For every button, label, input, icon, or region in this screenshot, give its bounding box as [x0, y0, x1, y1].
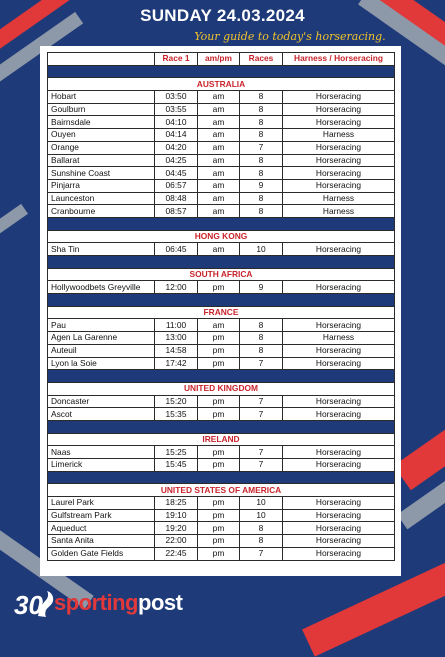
venue-cell: Agen La Garenne: [48, 332, 155, 345]
race-type-cell: Horseracing: [283, 522, 395, 535]
country-name: UNITED STATES OF AMERICA: [48, 484, 395, 497]
races-count-cell: 9: [240, 281, 283, 294]
ampm-cell: am: [198, 179, 240, 192]
venue-cell: Auteuil: [48, 344, 155, 357]
ampm-cell: pm: [198, 497, 240, 510]
venue-cell: Golden Gate Fields: [48, 547, 155, 560]
sportingpost-logo: [14, 588, 224, 622]
races-count-cell: 8: [240, 129, 283, 142]
country-header-row: [48, 268, 395, 281]
races-count-cell: 8: [240, 167, 283, 180]
race1-time-cell: 22:45: [155, 547, 198, 560]
country-name: FRANCE: [48, 306, 395, 319]
races-count-cell: 8: [240, 103, 283, 116]
venue-cell: Launceston: [48, 192, 155, 205]
country-header-row: [48, 484, 395, 497]
section-divider: [48, 65, 395, 78]
races-count-cell: 7: [240, 547, 283, 560]
table-row: [48, 179, 395, 192]
race1-time-cell: 04:14: [155, 129, 198, 142]
section-divider: [48, 217, 395, 230]
races-count-cell: 8: [240, 91, 283, 104]
race-type-cell: Horseracing: [283, 141, 395, 154]
section-divider: [48, 294, 395, 307]
table-row: [48, 103, 395, 116]
races-count-cell: 8: [240, 154, 283, 167]
race-card-sheet: [40, 46, 401, 576]
race1-time-cell: 03:50: [155, 91, 198, 104]
race1-time-cell: 15:20: [155, 395, 198, 408]
section-divider: [48, 256, 395, 269]
races-count-cell: 7: [240, 141, 283, 154]
races-count-cell: 8: [240, 522, 283, 535]
ampm-cell: am: [198, 319, 240, 332]
race-type-cell: Horseracing: [283, 91, 395, 104]
ampm-cell: am: [198, 154, 240, 167]
race1-time-cell: 06:57: [155, 179, 198, 192]
ampm-cell: pm: [198, 535, 240, 548]
venue-cell: Sunshine Coast: [48, 167, 155, 180]
ampm-cell: pm: [198, 332, 240, 345]
races-count-cell: 7: [240, 446, 283, 459]
table-row: [48, 129, 395, 142]
section-divider: [48, 420, 395, 433]
venue-cell: Sha Tin: [48, 243, 155, 256]
races-count-cell: 7: [240, 459, 283, 472]
country-header-row: [48, 433, 395, 446]
ampm-cell: pm: [198, 509, 240, 522]
race1-time-cell: 15:45: [155, 459, 198, 472]
ampm-cell: am: [198, 91, 240, 104]
race1-time-cell: 17:42: [155, 357, 198, 370]
venue-cell: Doncaster: [48, 395, 155, 408]
table-row: [48, 535, 395, 548]
race1-time-cell: 04:25: [155, 154, 198, 167]
venue-cell: Cranbourne: [48, 205, 155, 218]
table-row: [48, 91, 395, 104]
race1-time-cell: 04:45: [155, 167, 198, 180]
race1-time-cell: 15:25: [155, 446, 198, 459]
ampm-cell: am: [198, 129, 240, 142]
venue-cell: Hobart: [48, 91, 155, 104]
races-count-cell: 7: [240, 357, 283, 370]
venue-cell: Bairnsdale: [48, 116, 155, 129]
race1-time-cell: 22:00: [155, 535, 198, 548]
race-type-cell: Horseracing: [283, 357, 395, 370]
logo-wordmark: sportingpost: [54, 590, 183, 615]
race-type-cell: Horseracing: [283, 243, 395, 256]
venue-cell: Ballarat: [48, 154, 155, 167]
ampm-cell: pm: [198, 522, 240, 535]
section-divider: [48, 370, 395, 383]
ampm-cell: am: [198, 243, 240, 256]
races-count-cell: 7: [240, 395, 283, 408]
races-count-cell: 8: [240, 116, 283, 129]
ampm-cell: am: [198, 167, 240, 180]
ampm-cell: pm: [198, 281, 240, 294]
column-header: am/pm: [198, 53, 240, 66]
logo-anniversary-number: 30: [14, 590, 43, 620]
race-type-cell: Horseracing: [283, 497, 395, 510]
table-row: [48, 281, 395, 294]
race1-time-cell: 08:57: [155, 205, 198, 218]
column-header: Race 1: [155, 53, 198, 66]
race1-time-cell: 06:45: [155, 243, 198, 256]
race-type-cell: Harness: [283, 205, 395, 218]
ampm-cell: pm: [198, 547, 240, 560]
country-name: UNITED KINGDOM: [48, 382, 395, 395]
race-type-cell: Horseracing: [283, 116, 395, 129]
table-row: [48, 243, 395, 256]
race1-time-cell: 19:20: [155, 522, 198, 535]
venue-cell: Pau: [48, 319, 155, 332]
race-type-cell: Horseracing: [283, 103, 395, 116]
venue-cell: Naas: [48, 446, 155, 459]
ampm-cell: pm: [198, 459, 240, 472]
race-type-cell: Horseracing: [283, 535, 395, 548]
venue-cell: Pinjarra: [48, 179, 155, 192]
table-row: [48, 522, 395, 535]
venue-cell: Hollywoodbets Greyville: [48, 281, 155, 294]
decor-stripe: [0, 204, 28, 248]
column-header: Harness / Horseracing: [283, 53, 395, 66]
table-row: [48, 446, 395, 459]
table-row: [48, 141, 395, 154]
section-divider-cell: [48, 370, 395, 383]
table-row: [48, 395, 395, 408]
venue-cell: Goulburn: [48, 103, 155, 116]
country-name: AUSTRALIA: [48, 78, 395, 91]
race1-time-cell: 08:48: [155, 192, 198, 205]
venue-cell: Aqueduct: [48, 522, 155, 535]
races-count-cell: 10: [240, 497, 283, 510]
country-header-row: [48, 382, 395, 395]
race-type-cell: Horseracing: [283, 395, 395, 408]
races-count-cell: 10: [240, 509, 283, 522]
races-count-cell: 8: [240, 344, 283, 357]
race-type-cell: Horseracing: [283, 446, 395, 459]
venue-cell: Ascot: [48, 408, 155, 421]
venue-cell: Orange: [48, 141, 155, 154]
ampm-cell: am: [198, 205, 240, 218]
venue-cell: Gulfstream Park: [48, 509, 155, 522]
race1-time-cell: 11:00: [155, 319, 198, 332]
country-name: IRELAND: [48, 433, 395, 446]
table-row: [48, 357, 395, 370]
section-divider-cell: [48, 294, 395, 307]
venue-cell: Lyon la Soie: [48, 357, 155, 370]
country-header-row: [48, 78, 395, 91]
column-header: Races: [240, 53, 283, 66]
section-divider-cell: [48, 217, 395, 230]
table-row: [48, 167, 395, 180]
races-count-cell: 8: [240, 332, 283, 345]
country-header-row: [48, 230, 395, 243]
races-count-cell: 8: [240, 192, 283, 205]
table-row: [48, 459, 395, 472]
table-header-row: [48, 53, 395, 66]
races-count-cell: 8: [240, 535, 283, 548]
venue-cell: Ouyen: [48, 129, 155, 142]
race-type-cell: Harness: [283, 192, 395, 205]
column-header: [48, 53, 155, 66]
ampm-cell: pm: [198, 408, 240, 421]
race-type-cell: Horseracing: [283, 319, 395, 332]
table-row: [48, 332, 395, 345]
race1-time-cell: 04:20: [155, 141, 198, 154]
ampm-cell: am: [198, 103, 240, 116]
section-divider-cell: [48, 471, 395, 484]
table-row: [48, 497, 395, 510]
race-type-cell: Horseracing: [283, 509, 395, 522]
races-count-cell: 10: [240, 243, 283, 256]
table-row: [48, 205, 395, 218]
race1-time-cell: 19:10: [155, 509, 198, 522]
country-header-row: [48, 306, 395, 319]
ampm-cell: pm: [198, 446, 240, 459]
race-type-cell: Horseracing: [283, 179, 395, 192]
race-type-cell: Horseracing: [283, 154, 395, 167]
section-divider-cell: [48, 65, 395, 78]
ampm-cell: am: [198, 116, 240, 129]
table-row: [48, 547, 395, 560]
section-divider-cell: [48, 420, 395, 433]
races-count-cell: 7: [240, 408, 283, 421]
page-title: SUNDAY 24.03.2024: [140, 6, 305, 25]
decor-stripe: [394, 420, 445, 490]
race-type-cell: Horseracing: [283, 408, 395, 421]
page-subtitle: Your guide to today's horseracing.: [194, 30, 386, 43]
section-divider: [48, 471, 395, 484]
table-row: [48, 319, 395, 332]
table-row: [48, 154, 395, 167]
race-type-cell: Horseracing: [283, 281, 395, 294]
table-row: [48, 192, 395, 205]
race1-time-cell: 04:10: [155, 116, 198, 129]
races-count-cell: 9: [240, 179, 283, 192]
ampm-cell: pm: [198, 344, 240, 357]
ampm-cell: am: [198, 192, 240, 205]
table-row: [48, 509, 395, 522]
venue-cell: Laurel Park: [48, 497, 155, 510]
race-type-cell: Horseracing: [283, 547, 395, 560]
table-row: [48, 116, 395, 129]
race-schedule-table: [47, 52, 395, 561]
table-row: [48, 408, 395, 421]
race1-time-cell: 13:00: [155, 332, 198, 345]
race-type-cell: Horseracing: [283, 344, 395, 357]
race-type-cell: Harness: [283, 332, 395, 345]
race1-time-cell: 03:55: [155, 103, 198, 116]
venue-cell: Santa Anita: [48, 535, 155, 548]
country-name: HONG KONG: [48, 230, 395, 243]
ampm-cell: pm: [198, 395, 240, 408]
race1-time-cell: 14:58: [155, 344, 198, 357]
race-type-cell: Horseracing: [283, 167, 395, 180]
ampm-cell: am: [198, 141, 240, 154]
race1-time-cell: 15:35: [155, 408, 198, 421]
races-count-cell: 8: [240, 319, 283, 332]
country-name: SOUTH AFRICA: [48, 268, 395, 281]
section-divider-cell: [48, 256, 395, 269]
race1-time-cell: 18:25: [155, 497, 198, 510]
venue-cell: Limerick: [48, 459, 155, 472]
race-type-cell: Harness: [283, 129, 395, 142]
races-count-cell: 8: [240, 205, 283, 218]
race1-time-cell: 12:00: [155, 281, 198, 294]
ampm-cell: pm: [198, 357, 240, 370]
horse-icon: [34, 588, 56, 623]
race-type-cell: Horseracing: [283, 459, 395, 472]
table-row: [48, 344, 395, 357]
